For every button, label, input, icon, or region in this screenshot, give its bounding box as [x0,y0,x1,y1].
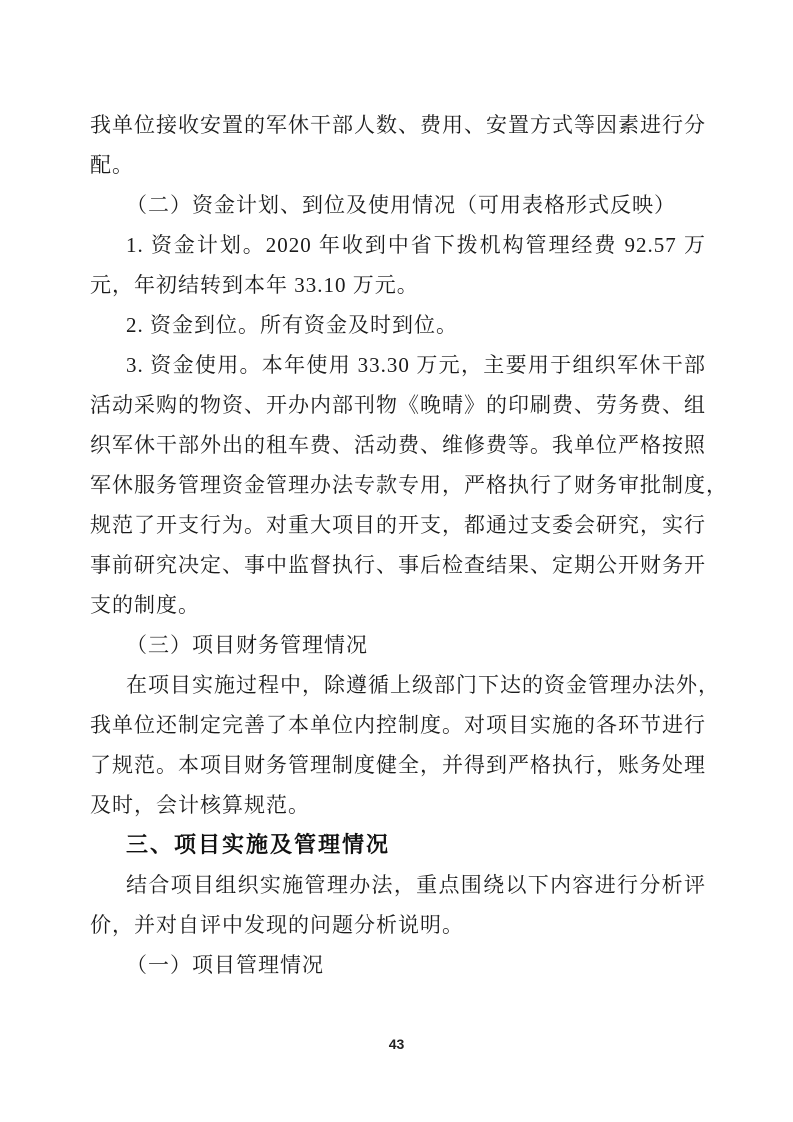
text-line: 事前研究决定、事中监督执行、事后检查结果、定期公开财务开 [90,553,706,577]
text-line: 3. 资金使用。本年使用 33.30 万元，主要用于组织军休干部 [126,353,706,377]
text-line: 1. 资金计划。2020 年收到中省下拨机构管理经费 92.57 万 [126,233,706,257]
text-line: 配。 [90,153,134,177]
text-line: 织军休干部外出的租车费、活动费、维修费等。我单位严格按照 [90,433,706,457]
text-line: 支的制度。 [90,593,200,617]
text-line: 活动采购的物资、开办内部刊物《晚晴》的印刷费、劳务费、组 [90,393,706,417]
text-line: 价，并对自评中发现的问题分析说明。 [90,913,464,937]
text-line: （二）资金计划、到位及使用情况（可用表格形式反映） [126,193,676,217]
text-line: 我单位接收安置的军休干部人数、费用、安置方式等因素进行分 [90,113,706,137]
text-line: 及时，会计核算规范。 [90,793,310,817]
text-line: 结合项目组织实施管理办法，重点围绕以下内容进行分析评 [126,873,706,897]
page-content [90,105,728,985]
text-line: 我单位还制定完善了本单位内控制度。对项目实施的各环节进行 [90,713,706,737]
text-line: （一）项目管理情况 [126,953,324,977]
text-line: 规范了开支行为。对重大项目的开支，都通过支委会研究，实行 [90,513,706,537]
text-line: 了规范。本项目财务管理制度健全，并得到严格执行，账务处理 [90,753,706,777]
page-number: 43 [388,1036,405,1052]
text-line: 在项目实施过程中，除遵循上级部门下达的资金管理办法外， [126,673,720,697]
text-line: 元，年初结转到本年 33.10 万元。 [90,273,419,297]
text-line: 2. 资金到位。所有资金及时到位。 [126,313,458,337]
text-line: 军休服务管理资金管理办法专款专用，严格执行了财务审批制度， [90,473,728,497]
section-heading-line: 三、项目实施及管理情况 [126,832,391,857]
text-line: （三）项目财务管理情况 [126,633,368,657]
